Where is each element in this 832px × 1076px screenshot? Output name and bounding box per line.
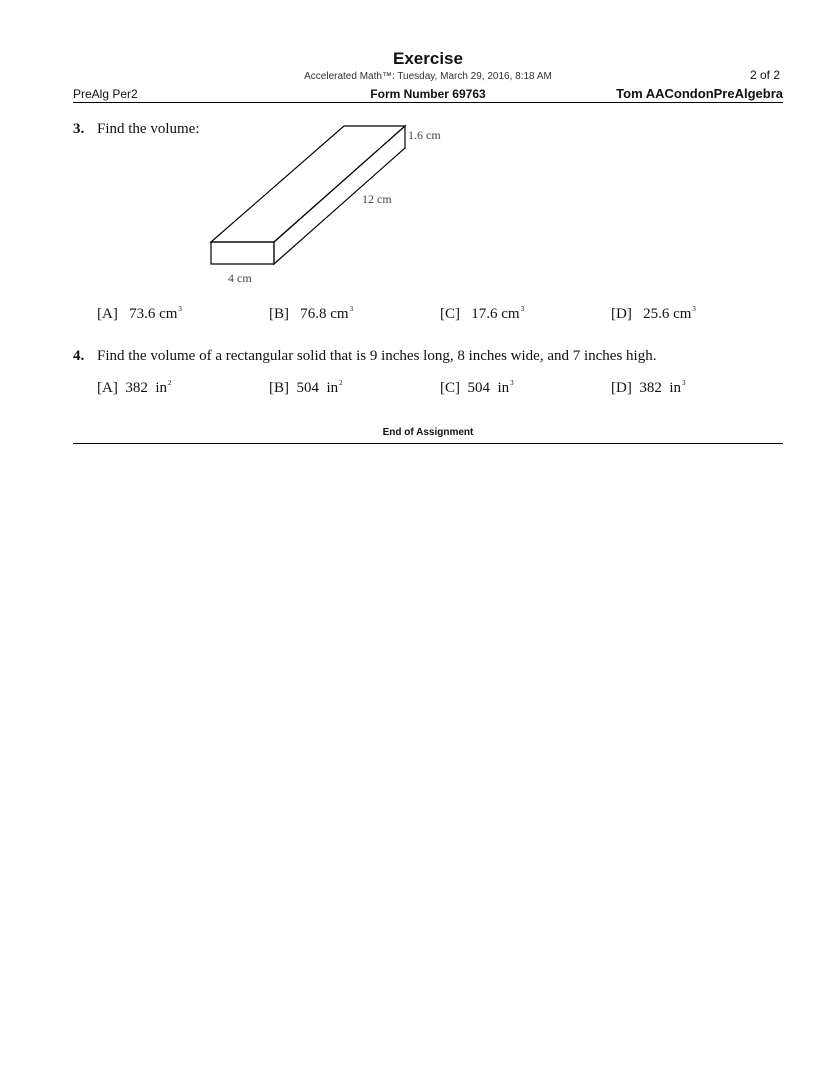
page-subtitle: Accelerated Math™: Tuesday, March 29, 2016, 8:18 AM bbox=[304, 71, 552, 82]
choice-exponent: 3 bbox=[692, 305, 696, 313]
choice-exponent: 3 bbox=[682, 379, 686, 387]
question-3-choice-b bbox=[269, 305, 353, 323]
choice-letter: [B] bbox=[269, 380, 289, 396]
choice-exponent: 3 bbox=[349, 305, 354, 313]
choice-value: 73.6 cm bbox=[129, 306, 178, 322]
choice-letter: [C] bbox=[440, 380, 460, 396]
choice-letter: [A] bbox=[97, 380, 118, 396]
choice-letter: [D] bbox=[611, 306, 632, 322]
choice-value: 504 in bbox=[467, 380, 510, 396]
height-dimension-label: 1.6 cm bbox=[408, 128, 441, 142]
length-dimension-label: 12 cm bbox=[362, 192, 392, 206]
choice-exponent: 3 bbox=[178, 305, 182, 313]
end-of-assignment: End of Assignment bbox=[382, 427, 474, 438]
prism-front-face bbox=[211, 242, 274, 264]
question-3-choice-a bbox=[97, 305, 182, 323]
question-3-text: Find the volume: bbox=[97, 121, 200, 137]
form-number: Form Number 69763 bbox=[370, 87, 486, 101]
question-4-choice-c bbox=[440, 379, 514, 397]
choice-value: 17.6 cm bbox=[471, 306, 520, 322]
width-dimension-label: 4 cm bbox=[228, 271, 252, 285]
question-4-choice-d bbox=[611, 379, 686, 397]
choice-exponent: 2 bbox=[168, 379, 172, 387]
choice-value: 382 in bbox=[639, 380, 681, 396]
choice-exponent: 2 bbox=[339, 379, 343, 387]
choice-letter: [A] bbox=[97, 306, 118, 322]
question-3-number: 3. bbox=[73, 121, 85, 137]
choice-letter: [D] bbox=[611, 380, 632, 396]
prism-top-face bbox=[211, 126, 405, 242]
class-name: PreAlg Per2 bbox=[73, 87, 138, 101]
choice-exponent: 3 bbox=[510, 379, 514, 387]
question-4-text: Find the volume of a rectangular solid that is 9 inches long, 8 inches wide, and 7 inches high. bbox=[97, 348, 657, 364]
question-3-choice-d bbox=[611, 305, 696, 323]
question-4-choice-b bbox=[269, 379, 343, 397]
page-title: Exercise bbox=[393, 49, 463, 68]
choice-exponent: 3 bbox=[520, 305, 525, 313]
choice-value: 382 in bbox=[125, 380, 167, 396]
choice-value: 76.8 cm bbox=[300, 306, 349, 322]
choice-letter: [C] bbox=[440, 306, 460, 322]
question-3-choice-c bbox=[440, 305, 524, 323]
choice-value: 25.6 cm bbox=[643, 306, 692, 322]
rectangular-prism-figure bbox=[0, 0, 832, 300]
student-name: Tom AACondonPreAlgebra bbox=[616, 86, 783, 101]
choice-value: 504 in bbox=[296, 380, 339, 396]
question-4-choice-a bbox=[97, 379, 172, 397]
page-number: 2 of 2 bbox=[749, 68, 780, 82]
choice-letter: [B] bbox=[269, 306, 289, 322]
footer-rule bbox=[73, 443, 783, 444]
question-4-number: 4. bbox=[73, 348, 85, 364]
